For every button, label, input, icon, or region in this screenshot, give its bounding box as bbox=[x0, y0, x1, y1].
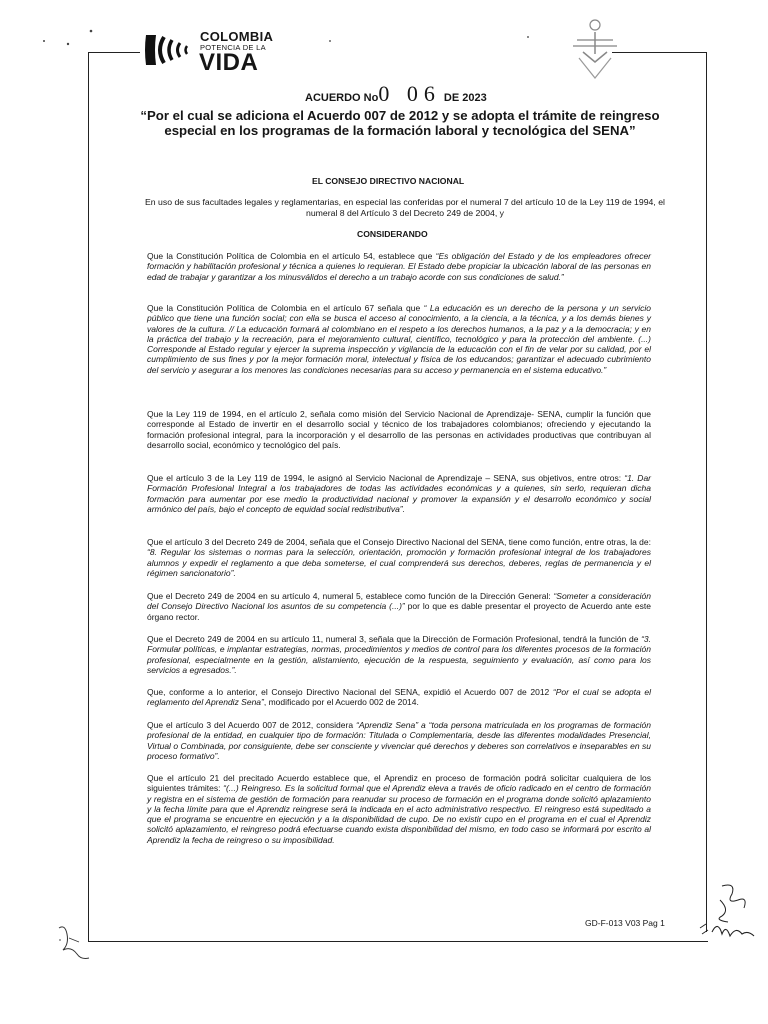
paragraph-3: Que la Ley 119 de 1994, en el artículo 2, señala como misión del Servicio Nacional de Aprendizaje- SENA, cumplir la función que corresponde al Estado de invertir en el desarrollo social y técnico de los trabajadores colombianos; ofreciendo y ejecutando la formación profesional integral, para la incorporación y el desarrollo de las personas en actividades productivas que contribuyan al desarrollo social, económico y tecnológico del país. bbox=[147, 409, 651, 450]
paragraph-1: Que la Constitución Política de Colombia en el artículo 54, establece que “Es obligación del Estado y de los empleadores ofrecer formación y habilitación profesional y técnica a quienes lo requieran. El Estado debe propiciar la ubicación laboral de las personas en edad de trabajar y garantizar a los minusválidos el derecho a un trabajo acorde con sus condiciones de salud.” bbox=[147, 251, 651, 282]
frame-right bbox=[706, 52, 707, 932]
acuerdo-handwritten-number: 0 06 bbox=[378, 81, 441, 106]
frame-left bbox=[88, 52, 89, 942]
acuerdo-year: DE 2023 bbox=[443, 92, 487, 104]
paragraph-7: Que el Decreto 249 de 2004 en su artículo 11, numeral 3, señala que la Dirección de Formación Profesional, tendrá la función de “3. Formular políticas, e implantar estrategias, normas, procedimientos y medios de control para los diferentes procesos de la formación profesional, especialmente en la gestión, alistamiento, ejecución de la respuesta, seguimiento y evaluación, así como para los servicios a egresados.”. bbox=[147, 634, 651, 675]
paragraph-4: Que el artículo 3 de la Ley 119 de 1994, le asignó al Servicio Nacional de Aprendizaje – SENA, sus objetivos, entre otros: “1. Dar Formación Profesional Integral a los trabajadores de todas las actividades económicas y a quienes, sin serlo, requieran dicha formación para aumentar por ese medio la productividad nacional y promover la expansión y el desarrollo económico y social armónico del país, bajo el concepto de equidad social redistributiva”. bbox=[147, 473, 651, 514]
acuerdo-label: ACUERDO No bbox=[305, 92, 379, 104]
paragraph-8: Que, conforme a lo anterior, el Consejo Directivo Nacional del SENA, expidió el Acuerdo 007 de 2012 “Por el cual se adopta el reglamento del Aprendiz Sena”, modificado por el Acuerdo 002 de 2014. bbox=[147, 687, 651, 708]
paragraph-5: Que el artículo 3 del Decreto 249 de 2004, señala que el Consejo Directivo Nacional del SENA, tiene como función, entre otras, la de: “8. Regular los sistemas o normas para la selección, orientación, promoción y formación profesional integral de los trabajadores alumnos y expedir el reglamento a que deba someterse, el cual comprenderá sus derechos, deberes, reglas de permanencia y el régimen sancionatorio”. bbox=[147, 537, 651, 578]
intro-paragraph: En uso de sus facultades legales y reglamentarias, en especial las conferidas por el numeral 7 del artículo 10 de la Ley 119 de 1994, el numeral 8 del Artículo 3 del Decreto 249 de 2004, y bbox=[145, 197, 665, 219]
logo-potencia: POTENCIA DE LA bbox=[200, 43, 266, 52]
page-footer: GD-F-013 V03 Pag 1 bbox=[585, 918, 665, 928]
colombia-logo bbox=[142, 27, 282, 76]
document-title: “Por el cual se adiciona el Acuerdo 007 de 2012 y se adopta el trámite de reingreso especial en los programas de la formación laboral y tecnológica del SENA” bbox=[140, 108, 660, 138]
sena-logo-icon bbox=[565, 18, 625, 80]
paragraph-10: Que el artículo 21 del precitado Acuerdo establece que, el Aprendiz en proceso de formación podrá solicitar cualquiera de los siguientes trámites: “(...) Reingreso. Es la solicitud formal que el Aprendiz eleva a través de oficio radicado en el centro de formación y registra en el sistema de gestión de formación para reanudar su proceso de formación en el programa donde solicitó aplazamiento y la fecha límite para que el Aprendiz reingrese será la indicada en el acto administrativo respectivo. El reingreso está supeditado a que el programa se encuentre en ejecución y a la disponibilidad de cupo. De no existir cupo en el programa en el cual el Aprendiz solicitó aplazamiento, el reingreso podrá efectuarse cuando exista disponibilidad del mismo, en todo caso se informará por escrito al Aprendiz la fecha de reingreso o su imposibilidad. bbox=[147, 773, 651, 845]
paragraph-9: Que el artículo 3 del Acuerdo 007 de 2012, considera “Aprendiz Sena” a “toda persona matriculada en los programas de formación profesional de la entidad, en cualquier tipo de formación: Titulada o Complementaria, desde las diferentes modalidades Presencial, Virtual o Combinada, por consiguiente, debe ser consciente y vivenciar qué derechos y deberes son correlativos e inseparables en su proceso formativo”. bbox=[147, 720, 651, 761]
frame-top-right bbox=[612, 52, 707, 53]
paragraph-6: Que el Decreto 249 de 2004 en su artículo 4, numeral 5, establece como función de la Dirección General: “Someter a consideración del Consejo Directivo Nacional los asuntos de su competencia (...)” por lo que es dable presentar el proyecto de Acuerdo ante este órgano rector. bbox=[147, 591, 652, 622]
logo-vida: VIDA bbox=[199, 49, 259, 76]
acuerdo-number bbox=[305, 81, 487, 107]
logo-colombia: COLOMBIA bbox=[200, 29, 274, 44]
colombia-logo-icon bbox=[142, 29, 194, 71]
council-heading: EL CONSEJO DIRECTIVO NACIONAL bbox=[312, 176, 465, 186]
frame-bottom bbox=[88, 941, 708, 942]
handwritten-signature-icon bbox=[692, 880, 762, 950]
paragraph-2: Que la Constitución Política de Colombia en el artículo 67 señala que “ La educación es un derecho de la persona y un servicio público que tiene una función social; con ella se busca el acceso al conocimiento, a la ciencia, a la técnica, y a los demás bienes y valores de la cultura. // La educación formará al colombiano en el respeto a los derechos humanos, a la paz y a la democracia; y en la práctica del trabajo y la recreación, para el mejoramiento cultural, científico, tecnológico y para la protección del ambiente. (...) Corresponde al Estado regular y ejercer la suprema inspección y vigilancia de la educación con el fin de velar por su calidad, por el cumplimiento de sus fines y por la mejor formación moral, intelectual y física de los educandos; garantizar el adecuado cubrimiento del servicio y asegurar a los menores las condiciones necesarias para su acceso y permanencia en el sistema educativo.” bbox=[147, 303, 651, 375]
considering-heading: CONSIDERANDO bbox=[357, 229, 428, 239]
initials-mark-icon bbox=[55, 920, 95, 965]
frame-top-left bbox=[88, 52, 140, 53]
